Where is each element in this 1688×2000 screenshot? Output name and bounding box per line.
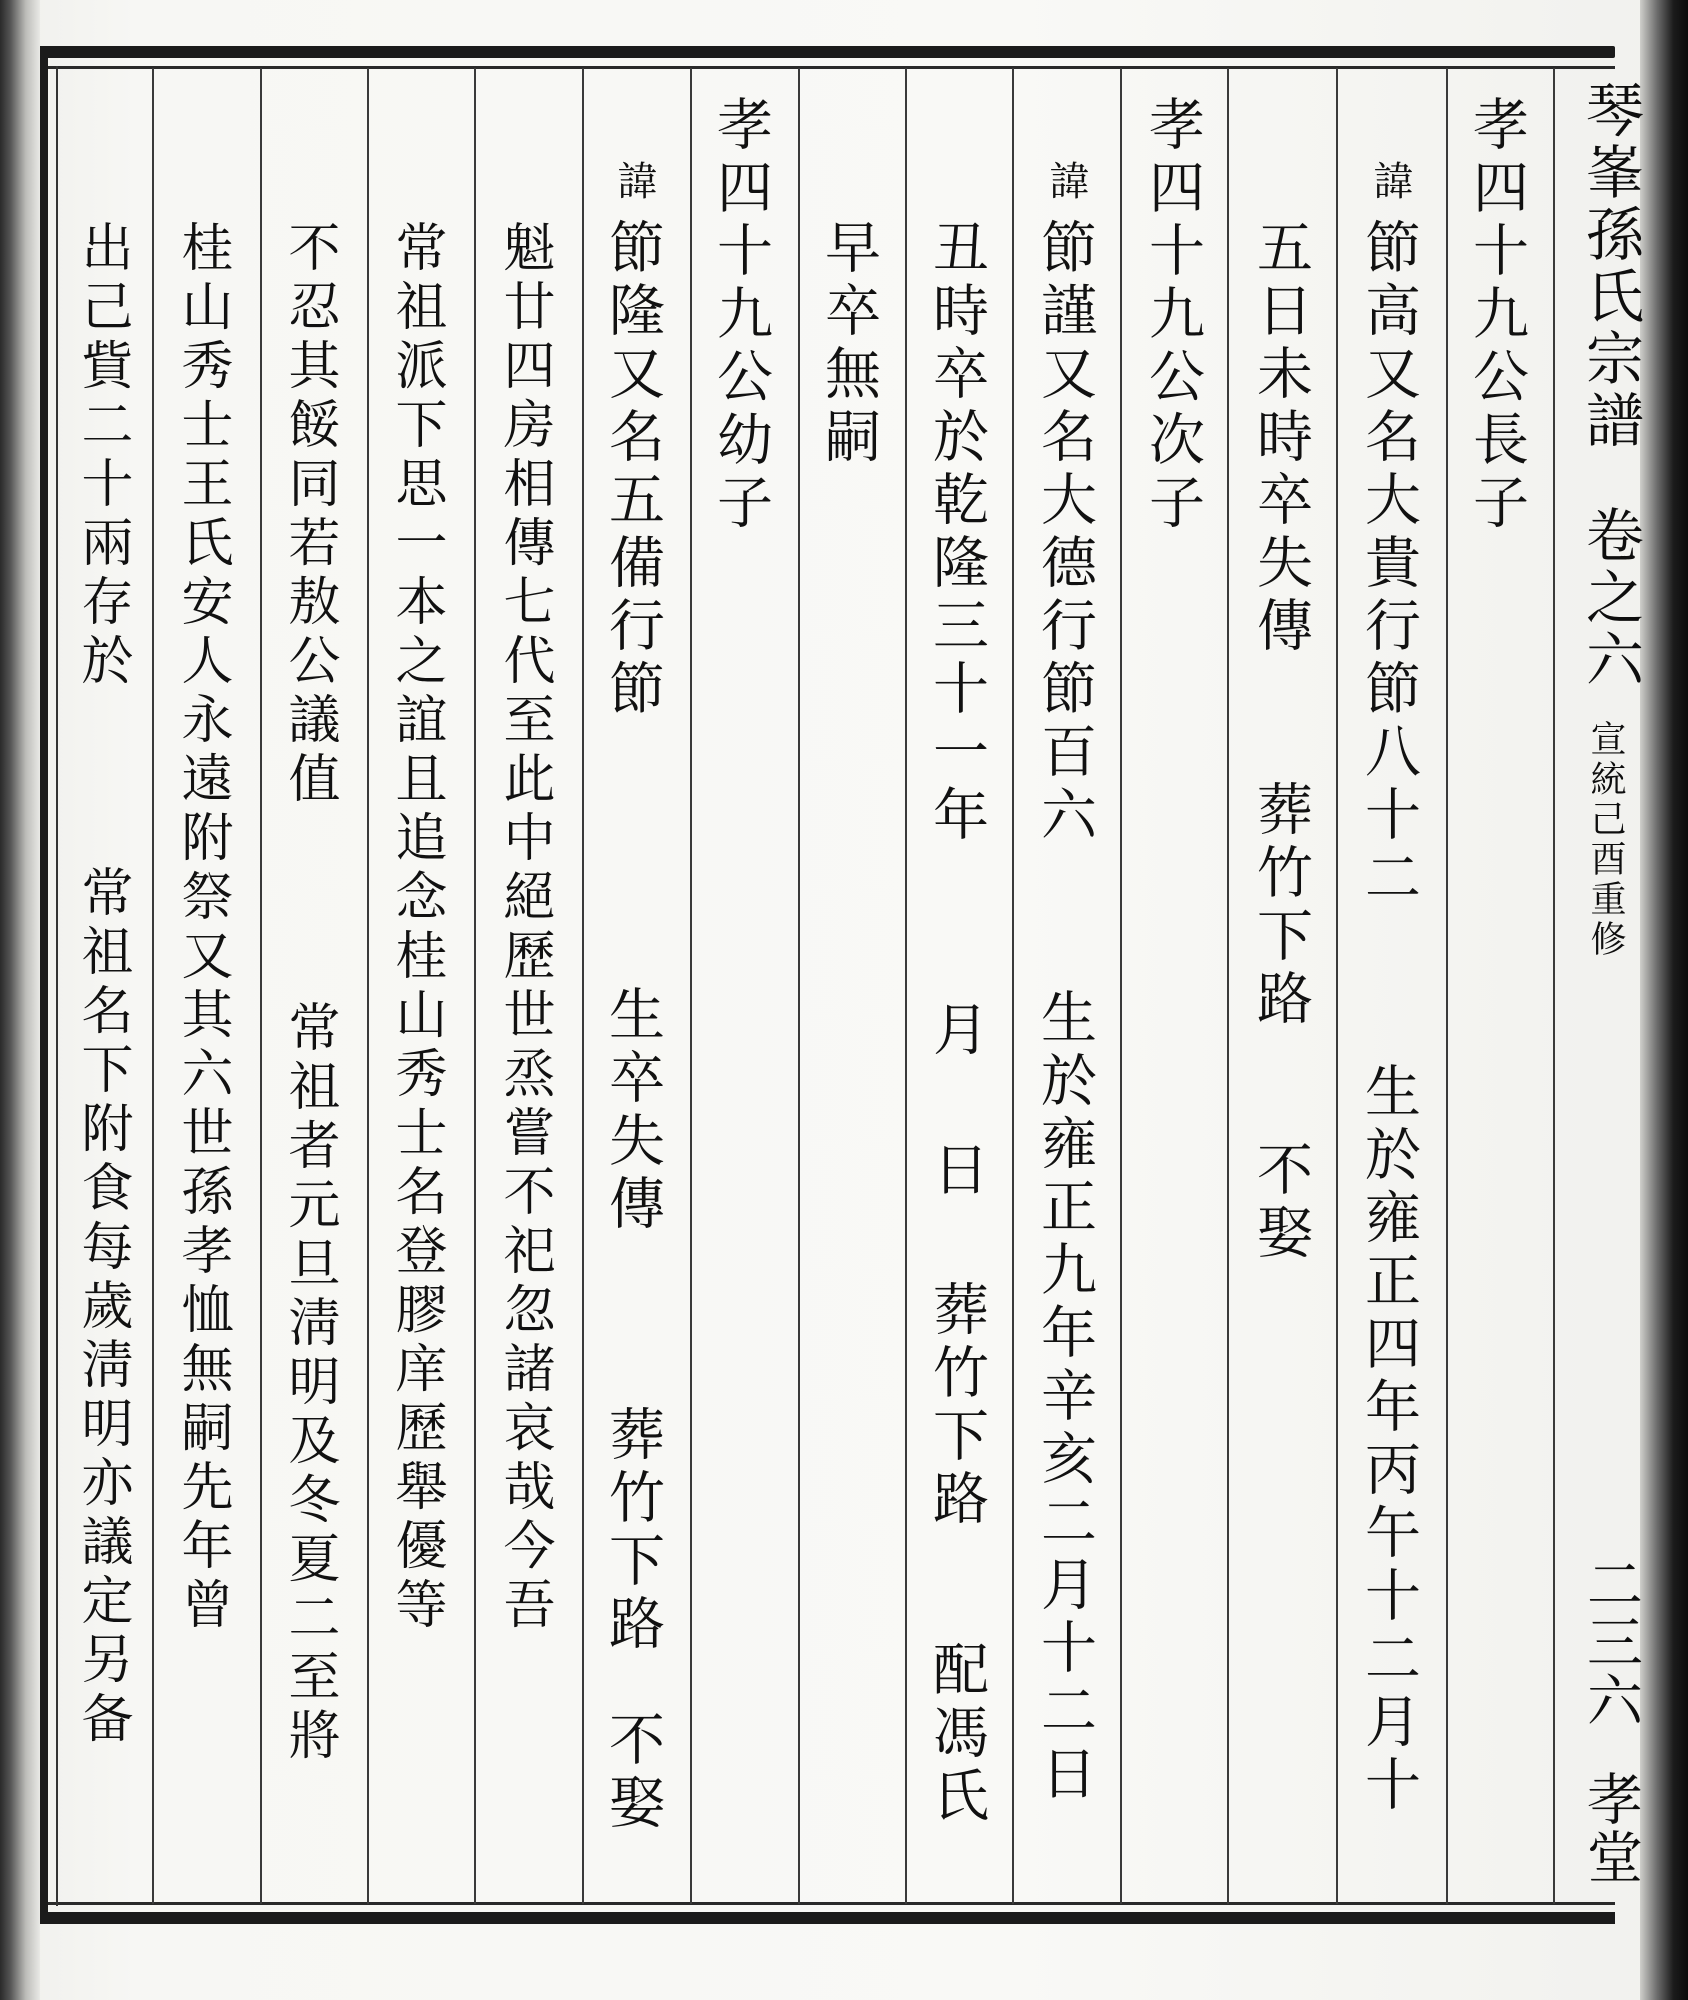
text-column-6-burial: 葬竹下路	[924, 1280, 989, 1532]
text-column-5-dates: 生於雍正九年辛亥二月十二日	[1032, 988, 1097, 1807]
honorific-marker: 諱	[611, 160, 657, 206]
text-column-7: 早卒無嗣	[816, 218, 881, 470]
frame-left-inner-border	[56, 66, 58, 1906]
text-column-6-day: 日	[924, 1140, 989, 1203]
text-column-6: 丑時卒於乾隆三十一年	[924, 218, 989, 848]
hall-name: 孝堂	[1578, 1770, 1643, 1886]
text-column-6-spouse: 配馮氏	[924, 1640, 989, 1829]
column-rule	[474, 68, 476, 1904]
text-column-12-b: 常祖者元旦淸明及冬夏二至將	[279, 1000, 339, 1767]
frame-left-border	[40, 46, 48, 1924]
column-rule	[1012, 68, 1014, 1904]
text-column-2-dates: 生於雍正四年丙午十二月十	[1356, 1062, 1421, 1818]
text-column-9-dates: 生卒失傳	[600, 985, 665, 1237]
column-rule	[798, 68, 800, 1904]
column-rule	[1120, 68, 1122, 1904]
text-column-13: 桂山秀士王氏安人永遠附祭又其六世孫孝恤無嗣先年曾	[172, 220, 232, 1636]
page-number: 二三六	[1578, 1555, 1643, 1729]
left-page-edge	[0, 0, 26, 2000]
column-rule	[1553, 68, 1555, 1904]
book-title: 琴峯孫氏宗譜	[1576, 80, 1644, 452]
text-column-4: 孝四十九公次子	[1140, 95, 1205, 536]
frame-bottom-border	[40, 1912, 1615, 1924]
honorific-marker: 諱	[1043, 160, 1089, 206]
text-column-12: 不忍其餒同若敖公議值	[279, 220, 339, 810]
frame-top-border	[40, 46, 1615, 58]
column-rule	[152, 68, 154, 1904]
column-rule	[905, 68, 907, 1904]
column-rule	[1336, 68, 1338, 1904]
left-page-shadow	[26, 0, 40, 2000]
text-column-10: 魁廿四房相傳七代至此中絕歷世烝嘗不祀忽諸哀哉今吾	[494, 220, 554, 1636]
text-column-3-note: 不娶	[1248, 1140, 1313, 1266]
text-column-2: 節高又名大貴行節八十二	[1356, 218, 1421, 911]
honorific-marker: 諱	[1367, 160, 1413, 206]
text-column-14-b: 常祖名下附食每歲淸明亦議定另备	[72, 865, 132, 1750]
text-column-3: 五日未時卒失傳	[1248, 218, 1313, 659]
column-rule	[690, 68, 692, 1904]
frame-bottom-inner-border	[40, 1902, 1615, 1905]
volume-label: 卷之六	[1576, 505, 1644, 691]
column-rule	[367, 68, 369, 1904]
column-rule	[1446, 68, 1448, 1904]
text-column-14: 出己貲二十兩存於	[72, 220, 132, 692]
text-column-9-note: 不娶	[600, 1710, 665, 1836]
text-column-11: 常祖派下思一本之誼且追念桂山秀士名登膠庠歷舉優等	[386, 220, 446, 1636]
edition-note: 宣統己酉重修	[1585, 720, 1626, 960]
column-rule	[260, 68, 262, 1904]
column-rule	[1227, 68, 1229, 1904]
text-column-8: 孝四十九公幼子	[708, 95, 773, 536]
frame-top-inner-border	[40, 66, 1615, 69]
text-column-1: 孝四十九公長子	[1464, 95, 1529, 536]
text-column-3-burial: 葬竹下路	[1248, 780, 1313, 1032]
text-column-9-burial: 葬竹下路	[600, 1405, 665, 1657]
column-rule	[582, 68, 584, 1904]
text-column-6-month: 月	[924, 1000, 989, 1063]
text-column-5: 節謹又名大德行節百六	[1032, 218, 1097, 848]
text-column-9: 節隆又名五備行節	[600, 218, 665, 722]
